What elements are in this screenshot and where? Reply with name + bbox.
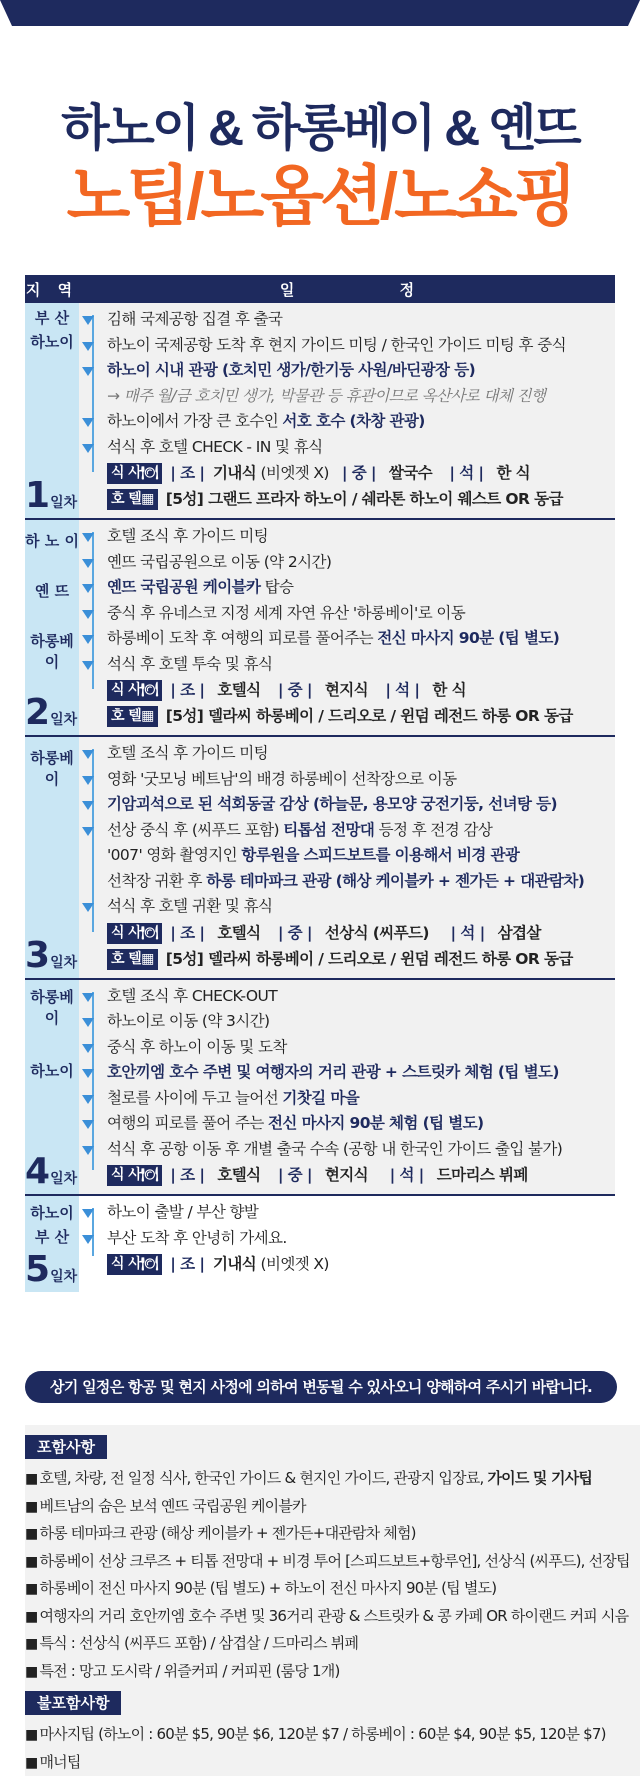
- triangle-bullet-icon: [82, 418, 94, 427]
- itinerary-item: 석식 후 호텔 귀환 및 휴식: [107, 894, 607, 920]
- triangle-bullet-icon: [82, 1120, 94, 1129]
- meal-tag: 식 사🍽: [107, 923, 162, 944]
- meal-tag: 식 사🍽: [107, 680, 162, 701]
- itinerary-item: '007' 영화 촬영지인 항루원을 스피드보트를 이용해서 비경 관광: [107, 846, 520, 864]
- hotel-row: 호 텔▦ [5성] 델라씨 하롱베이 / 드리오로 / 윈덤 레전드 하롱 OR 동급: [107, 947, 607, 972]
- triangle-bullet-icon: [82, 1044, 94, 1053]
- triangle-bullet-icon: [82, 367, 94, 376]
- day-3-region-col: [25, 737, 79, 978]
- day-3: [25, 737, 615, 980]
- triangle-bullet-icon: [82, 559, 94, 568]
- title-block: [0, 100, 640, 232]
- meal-tag: 식 사🍽: [107, 1254, 162, 1275]
- hotel-tag: 호 텔▦: [107, 706, 158, 727]
- included-item: ■ 특전 : 망고 도시락 / 위즐커피 / 커피핀 (룸당 1개): [25, 1658, 640, 1686]
- header-plan: 일 정: [279, 280, 415, 299]
- itinerary-note: → 매주 월/금 호치민 생가, 박물관 등 휴관이므로 옥산사로 대체 진행: [107, 386, 546, 405]
- triangle-bullet-icon: [82, 903, 94, 912]
- main-title: 하노이 & 하롱베이 & 옌뜨: [61, 100, 579, 156]
- region-label: 부 산: [34, 1228, 70, 1246]
- triangle-bullet-icon: [82, 533, 94, 542]
- itinerary-item: 중식 후 유네스코 지정 세계 자연 유산 '하롱베이'로 이동: [107, 601, 607, 627]
- triangle-bullet-icon: [82, 584, 94, 593]
- triangle-bullet-icon: [82, 661, 94, 670]
- triangle-bullet-icon: [82, 1018, 94, 1027]
- itinerary-item: 호텔 조식 후 가이드 미팅: [107, 741, 607, 767]
- triangle-bullet-icon: [82, 1069, 94, 1078]
- included-item: ■ 특식 : 선상식 (씨푸드 포함) / 삼겹살 / 드마리스 뷔페: [25, 1630, 640, 1658]
- itinerary-item: 기암괴석으로 된 석회동굴 감상 (하늘문, 용모양 궁전기둥, 선녀탕 등): [107, 792, 607, 818]
- day-2-region-col: [25, 520, 79, 735]
- itinerary-item: 철로를 사이에 두고 늘어선 기찻길 마을: [107, 1086, 607, 1112]
- meal-row: 식 사🍽 | 조 | 호텔식 | 중 | 선상식 (씨푸드) | 석 | 삼겹살: [107, 921, 607, 946]
- day-4: [25, 980, 615, 1197]
- region-label: 하롱베이: [30, 632, 74, 671]
- day-5: [25, 1196, 615, 1292]
- region-label: 하롱베이: [30, 987, 74, 1027]
- itinerary-item: 석식 후 호텔 투숙 및 휴식: [107, 652, 607, 678]
- triangle-bullet-icon: [82, 1095, 94, 1104]
- triangle-bullet-icon: [82, 1235, 94, 1244]
- inclusions-section: [25, 1425, 640, 1776]
- triangle-bullet-icon: [82, 827, 94, 836]
- included-item: ■ 베트남의 숨은 보석 옌뜨 국립공원 케이블카: [25, 1493, 640, 1521]
- top-banner: [0, 0, 640, 26]
- day-number: 5일차: [25, 1249, 78, 1290]
- region-label: 부 산: [34, 309, 70, 327]
- itinerary-item: 선상 중식 후 (씨푸드 포함) 티톱섬 전망대 등정 후 전경 감상: [107, 818, 607, 844]
- hotel-row: 호 텔▦ [5성] 그랜드 프라자 하노이 / 쉐라톤 하노이 웨스트 OR 동급: [107, 487, 607, 512]
- notice-banner: 상기 일정은 항공 및 현지 사정에 의하여 변동될 수 있사오니 양해하여 주시기 바랍니다.: [25, 1371, 617, 1403]
- included-label: 포함사항: [25, 1435, 107, 1459]
- itinerary-item: 하노이에서 가장 큰 호수인 서호 호수 (차창 관광): [107, 409, 607, 435]
- day-2-plan: [79, 520, 615, 735]
- meal-row: 식 사🍽 | 조 | 기내식 (비엣젯 X): [107, 1252, 607, 1277]
- included-item: ■ 하롱베이 선상 크루즈 + 티톱 전망대 + 비경 투어 [스피드보트+항루언], 선상식 (씨푸드), 선장팁: [25, 1548, 640, 1576]
- region-label: 하노이: [30, 1204, 74, 1222]
- itinerary-item: 김해 국제공항 집결 후 출국: [107, 307, 607, 333]
- triangle-bullet-icon: [82, 316, 94, 325]
- meal-row: 식 사🍽 | 조 | 호텔식 | 중 | 현지식 | 석 | 한 식: [107, 678, 607, 703]
- meal-row: 식 사🍽 | 조 | 기내식 (비엣젯 X) | 중 | 쌀국수 | 석 | 한 식: [107, 461, 607, 486]
- itinerary-item: 호안끼엠 호수 주변 및 여행자의 거리 관광 + 스트릿카 체험 (팁 별도): [107, 1060, 607, 1086]
- included-item: ■ 하롱베이 전신 마사지 90분 (팁 별도) + 하노이 전신 마사지 90분 (팁 별도): [25, 1575, 640, 1603]
- schedule-header: [25, 275, 615, 303]
- day-number: 4일차: [25, 1151, 78, 1192]
- triangle-bullet-icon: [82, 342, 94, 351]
- region-label: 하롱베이: [30, 749, 74, 788]
- day-number: 3일차: [25, 934, 78, 976]
- itinerary-item: 하노이로 이동 (약 3시간): [107, 1009, 607, 1035]
- excluded-label: 불포함사항: [25, 1691, 121, 1715]
- included-item: ■ 하롱 테마파크 관광 (해상 케이블카 + 젠가든+대관람차 체험): [25, 1520, 640, 1548]
- schedule-table: [25, 275, 615, 1292]
- triangle-bullet-icon: [82, 610, 94, 619]
- itinerary-item: 하노이 국제공항 도착 후 현지 가이드 미팅 / 한국인 가이드 미팅 후 중식: [107, 333, 607, 359]
- triangle-bullet-icon: [82, 776, 94, 785]
- itinerary-item: 여행의 피로를 풀어 주는 전신 마사지 90분 체험 (팁 별도): [107, 1111, 607, 1137]
- region-label: 하 노 이: [25, 532, 79, 550]
- triangle-bullet-icon: [82, 1209, 94, 1218]
- meal-tag: 식 사🍽: [107, 1165, 162, 1186]
- itinerary-item: 부산 도착 후 안녕히 가세요.: [107, 1226, 607, 1252]
- triangle-bullet-icon: [82, 993, 94, 1002]
- triangle-bullet-icon: [82, 1146, 94, 1155]
- day-number: 2일차: [25, 692, 78, 733]
- meal-tag: 식 사🍽: [107, 463, 162, 484]
- itinerary-item: 하롱베이 도착 후 여행의 피로를 풀어주는 전신 마사지 90분 (팁 별도): [107, 626, 607, 652]
- itinerary-item: 하노이 시내 관광 (호치민 생가/한기둥 사원/바딘광장 등): [107, 358, 607, 384]
- hotel-row: 호 텔▦ [5성] 델라씨 하롱베이 / 드리오로 / 윈덤 레전드 하롱 OR 동급: [107, 704, 607, 729]
- day-2: [25, 520, 615, 737]
- sub-title: 노팁/노옵션/노쇼핑: [66, 159, 574, 233]
- day-number: 1일차: [25, 475, 78, 516]
- itinerary-item: 선착장 귀환 후 하롱 테마파크 관광 (해상 케이블카 + 젠가든 + 대관람차): [107, 871, 585, 890]
- header-region: 지 역: [25, 280, 79, 299]
- day-5-plan: [79, 1196, 615, 1292]
- day-1-plan: [79, 303, 615, 518]
- day-3-plan: [79, 737, 615, 978]
- itinerary-item: 호텔 조식 후 CHECK-OUT: [107, 984, 607, 1010]
- region-label: 하노이: [30, 1061, 74, 1080]
- hotel-tag: 호 텔▦: [107, 949, 158, 970]
- triangle-bullet-icon: [82, 801, 94, 810]
- meal-row: 식 사🍽 | 조 | 호텔식 | 중 | 현지식 | 석 | 드마리스 뷔페: [107, 1163, 607, 1188]
- itinerary-item: 석식 후 공항 이동 후 개별 출국 수속 (공항 내 한국인 가이드 출입 불가): [107, 1137, 607, 1163]
- region-label: 하노이: [30, 333, 74, 351]
- itinerary-item: 석식 후 호텔 CHECK - IN 및 휴식: [107, 435, 607, 461]
- included-item: ■ 여행자의 거리 호안끼엠 호수 주변 및 36거리 관광 & 스트릿카 & 콩 카페 OR 하이랜드 커피 시음: [25, 1603, 640, 1631]
- day-5-region-col: [25, 1196, 79, 1292]
- itinerary-item: 영화 '굿모닝 베트남'의 배경 하롱베이 선착장으로 이동: [107, 767, 607, 793]
- triangle-bullet-icon: [82, 635, 94, 644]
- hotel-tag: 호 텔▦: [107, 489, 158, 510]
- excluded-item: ■ 매너팁: [25, 1749, 640, 1776]
- itinerary-item: 호텔 조식 후 가이드 미팅: [107, 524, 607, 550]
- excluded-item: ■ 마사지팁 (하노이 : 60분 $5, 90분 $6, 120분 $7 / 하롱베이 : 60분 $4, 90분 $5, 120분 $7): [25, 1721, 640, 1749]
- day-4-region-col: [25, 980, 79, 1195]
- day-4-plan: [79, 980, 615, 1195]
- itinerary-item: 옌뜨 국립공원으로 이동 (약 2시간): [107, 550, 607, 576]
- itinerary-item: 중식 후 하노이 이동 및 도착: [107, 1035, 607, 1061]
- day-1: [25, 303, 615, 520]
- triangle-bullet-icon: [82, 750, 94, 759]
- itinerary-item: 하노이 출발 / 부산 향발: [107, 1200, 607, 1226]
- region-label: 옌 뜨: [34, 582, 70, 600]
- triangle-bullet-icon: [82, 444, 94, 453]
- included-item: ■ 호텔, 차량, 전 일정 식사, 한국인 가이드 & 현지인 가이드, 관광지 입장료, 가이드 및 기사팁: [25, 1465, 640, 1493]
- day-1-region-col: [25, 303, 79, 518]
- itinerary-item: 옌뜨 국립공원 케이블카 탑승: [107, 575, 607, 601]
